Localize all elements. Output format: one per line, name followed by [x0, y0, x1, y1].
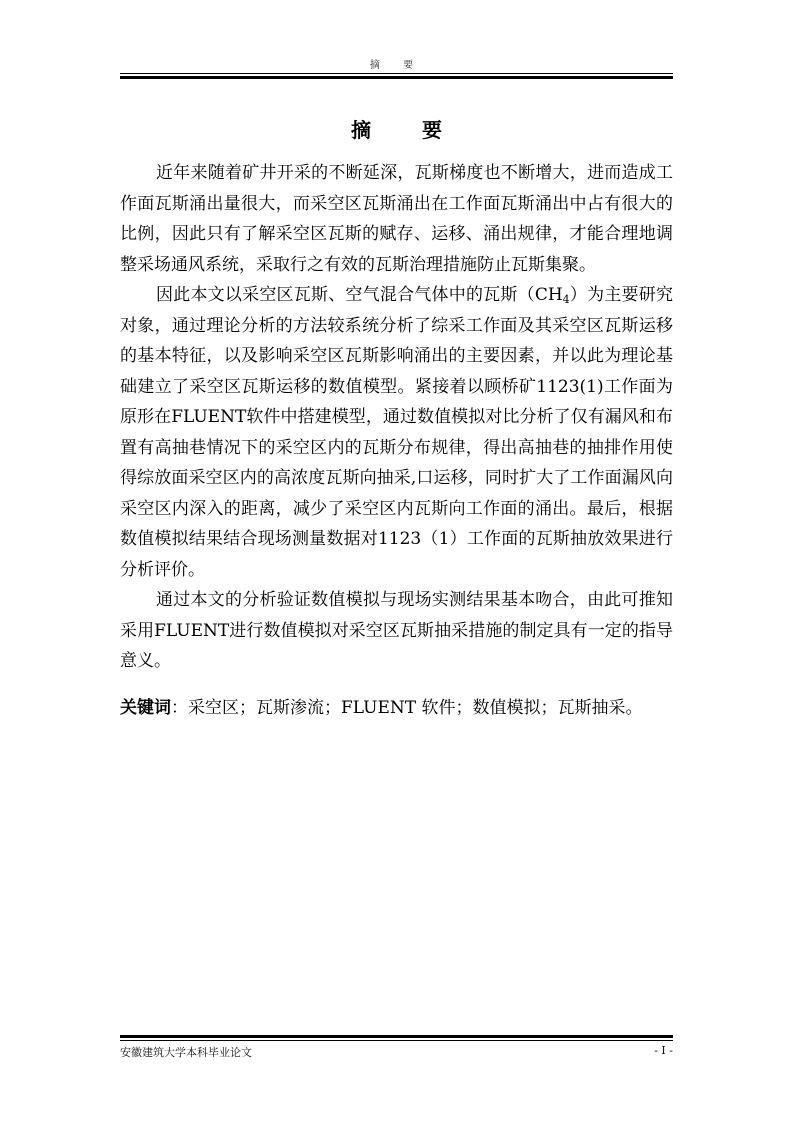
footer-rule-thick [120, 1035, 673, 1038]
header-rule-thick [120, 76, 673, 79]
ch4-subscript: 4 [562, 293, 570, 306]
keywords-line [120, 693, 673, 723]
abstract-paragraph-2 [120, 280, 673, 585]
keywords-text: ：采空区；瓦斯渗流；FLUENT 软件；数值模拟；瓦斯抽采。 [171, 697, 643, 718]
abstract-body [120, 158, 673, 723]
footer-rule-thin [120, 1040, 673, 1041]
paragraph-2-text-b: ）为主要研究对象，通过理论分析的方法较系统分析了综采工作面及其采空区瓦斯运移的基本特征，以及影响采空区瓦斯影响涌出的主要因素，并以此为理论基础建立了采空区瓦斯运移的数值模型。紧接着以顾桥矿1123(1)工作面为原形在FLUENT软件中搭建模型，通过数值模拟对比分析了仅有漏风和布置有高抽巷情况下的采空区内的瓦斯分布规律，得出高抽巷的抽排作用使得综放面采空区内的高浓度瓦斯向抽采,口运移，同时扩大了工作面漏风向采空区内深入的距离，减少了采空区内瓦斯向工作面的涌出。最后，根据数值模拟结果结合现场测量数据对1123（1）工作面的瓦斯抽放效果进行分析评价。 [120, 285, 673, 580]
page-number: - I - [654, 1044, 673, 1057]
running-header: 摘 要 [369, 60, 424, 71]
keywords-label: 关键词 [120, 697, 171, 718]
header-rule-thin [120, 73, 673, 74]
footer-university: 安徽建筑大学本科毕业论文 [120, 1046, 252, 1059]
paragraph-2-text-a: 因此本文以采空区瓦斯、空气混合气体中的瓦斯（CH [156, 285, 563, 305]
abstract-paragraph-1: 近年来随着矿井开采的不断延深，瓦斯梯度也不断增大，进而造成工作面瓦斯涌出量很大，而采空区瓦斯涌出在工作面瓦斯涌出中占有很大的比例，因此只有了解采空区瓦斯的赋存、运移、涌出规律，才能合理地调整采场通风系统，采取行之有效的瓦斯治理措施防止瓦斯集聚。 [120, 163, 673, 275]
abstract-paragraph-3: 通过本文的分析验证数值模拟与现场实测结果基本吻合，由此可推知采用FLUENT进行数值模拟对采空区瓦斯抽采措施的制定具有一定的指导意义。 [120, 590, 673, 671]
page-title: 摘 要 [351, 118, 464, 142]
